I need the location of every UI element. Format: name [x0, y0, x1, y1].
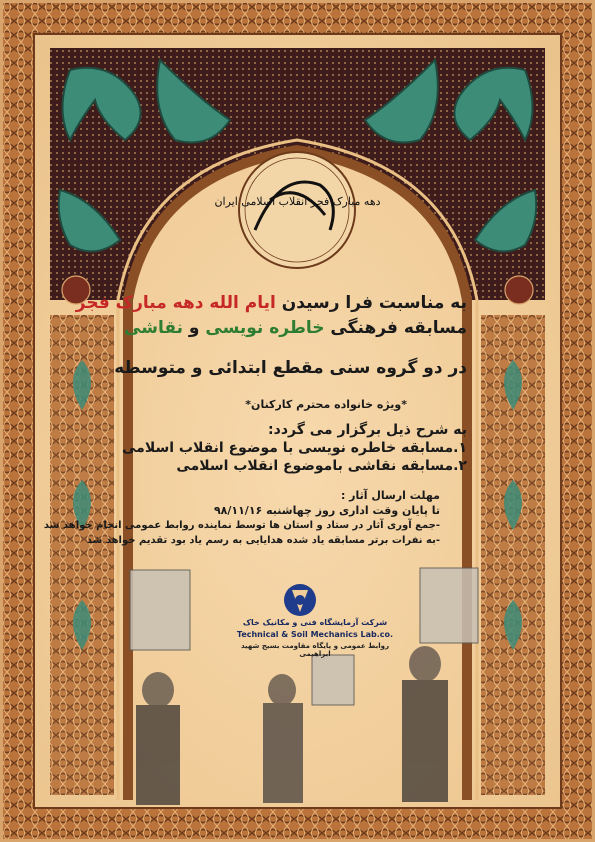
company-subtitle: روابط عمومی و پایگاه مقاومت بسیج شهید ابراهیمی: [240, 642, 390, 658]
headline-line1-prefix: به مناسبت فرا رسیدن: [281, 293, 467, 313]
headline-line2-prefix: مسابقه فرهنگی: [330, 318, 467, 338]
company-name-en: Technical & Soil Mechanics Lab.co.: [236, 630, 394, 639]
deadline-label: مهلت ارسال آثار :: [340, 489, 440, 502]
details-item-1: ۱.مسابقه خاطره نویسی با موضوع انقلاب اسلامی: [122, 440, 467, 456]
note-2: -به نفرات برتر مسابقه یاد شده هدایایی به رسم یاد بود تقدیم خواهد شد: [86, 535, 440, 546]
company-logo-icon: [284, 584, 316, 616]
emblem-text: دهه مبارک فجر انقلاب اسلامی ایران: [214, 195, 381, 208]
details-intro: به شرح ذیل برگزار می گردد:: [268, 422, 467, 438]
headline-line1: [76, 293, 467, 313]
age-group-line: در دو گروه سنی مقطع ابتدائی و متوسطه: [114, 358, 467, 378]
note-1: -جمع آوری آثار در ستاد و استان ها توسط نماینده روابط عمومی انجام خواهد شد: [43, 520, 440, 531]
headline-line2-highlight1: خاطره نویسی: [205, 318, 325, 338]
headline-line2: [124, 318, 467, 338]
special-note: *ویژه خانواده محترم کارکنان*: [245, 398, 407, 411]
headline-line1-highlight: ایام الله دهه مبارک فجر: [75, 293, 276, 313]
headline-line2-conj: و: [188, 318, 200, 338]
headline-line2-highlight2: نقاشی: [124, 318, 183, 338]
deadline-text: تا پایان وقت اداری روز چهاشنبه ۹۸/۱۱/۱۶: [213, 504, 440, 517]
details-item-2: ۲.مسابقه نقاشی باموضوع انقلاب اسلامی: [176, 458, 467, 474]
company-name-fa: شرکت آزمایشگاه فنی و مکانیک خاک: [242, 618, 388, 627]
